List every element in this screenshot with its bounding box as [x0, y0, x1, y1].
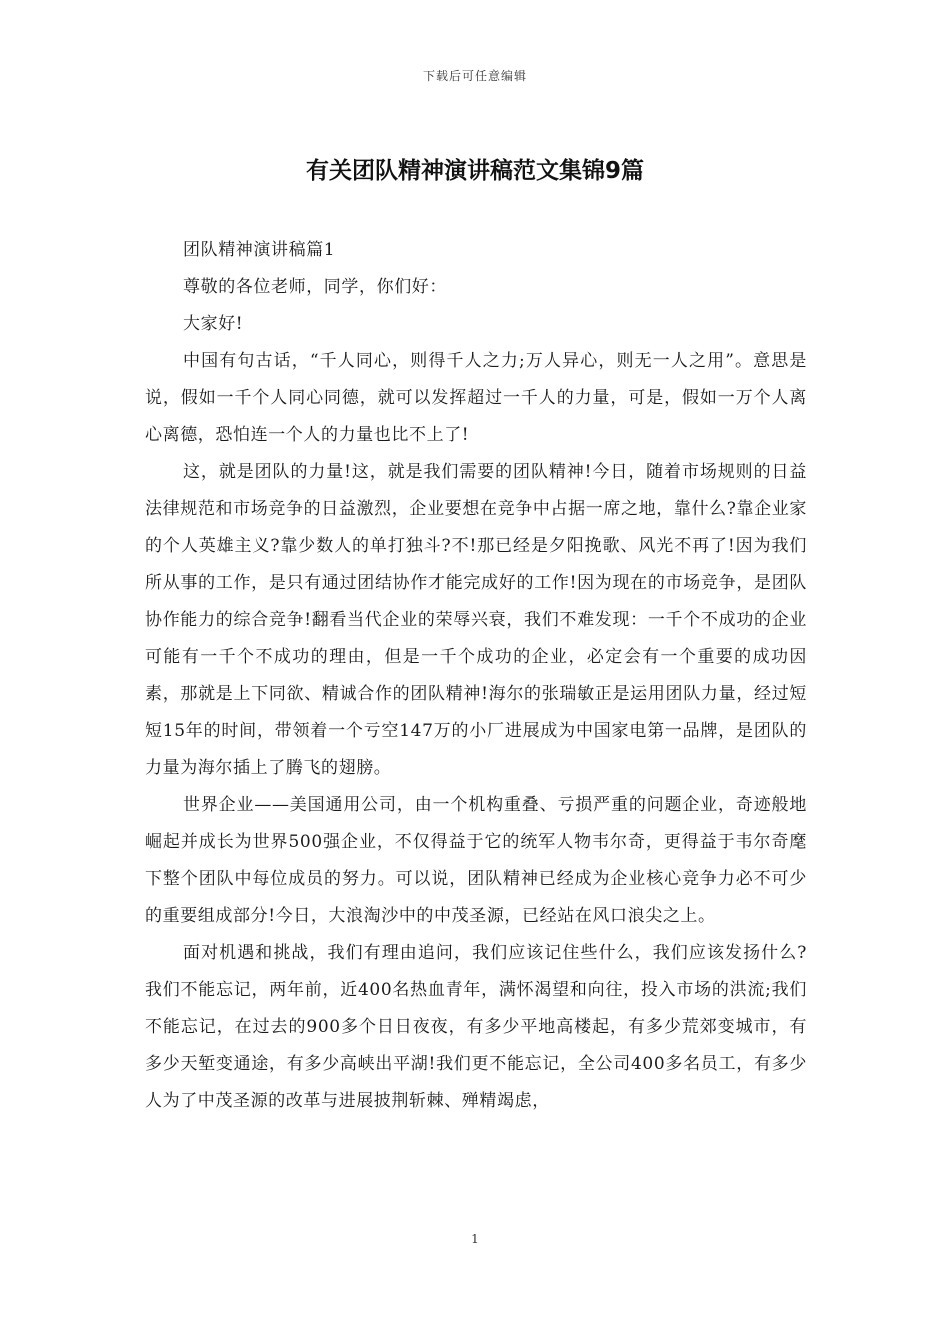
- document-title: 有关团队精神演讲稿范文集锦9篇: [305, 158, 644, 184]
- paragraph-greeting: 大家好!: [183, 314, 244, 334]
- paragraph-body: 面对机遇和挑战，我们有理由追问，我们应该记住些什么，我们应该发扬什么?我们不能忘记，两年前，近400名热血青年，满怀渴望和向往，投入市场的洪流;我们不能忘记，在过去的900多个日日夜夜，有多少平地高楼起，有多少荒郊变城市，有多少天堑变通途，有多少高峡出平湖!我们更不能忘记，全公司400多名员工，有多少人为了中茂圣源的改革与进展披荆斩棘、殚精竭虑，: [145, 943, 807, 1111]
- page-number: 1: [471, 1232, 479, 1246]
- paragraph-salutation: 尊敬的各位老师，同学，你们好：: [183, 277, 447, 297]
- document-body: [145, 232, 807, 1120]
- paragraph-body: 世界企业——美国通用公司，由一个机构重叠、亏损严重的问题企业，奇迹般地崛起并成长为世界500强企业，不仅得益于它的统军人物韦尔奇，更得益于韦尔奇麾下整个团队中每位成员的努力。可以说，团队精神已经成为企业核心竞争力必不可少的重要组成部分!今日，大浪淘沙中的中茂圣源，已经站在风口浪尖之上。: [145, 795, 807, 926]
- paragraph-body: 这，就是团队的力量!这，就是我们需要的团队精神!今日，随着市场规则的日益法律规范和市场竞争的日益激烈，企业要想在竞争中占据一席之地，靠什么?靠企业家的个人英雄主义?靠少数人的单打独斗?不!那已经是夕阳挽歌、风光不再了!因为我们所从事的工作，是只有通过团结协作才能完成好的工作!因为现在的市场竞争，是团队协作能力的综合竞争!翻看当代企业的荣辱兴衰，我们不难发现：一千个不成功的企业可能有一千个不成功的理由，但是一千个成功的企业，必定会有一个重要的成功因素，那就是上下同欲、精诚合作的团队精神!海尔的张瑞敏正是运用团队力量，经过短短15年的时间，带领着一个亏空147万的小厂进展成为中国家电第一品牌，是团队的力量为海尔插上了腾飞的翅膀。: [145, 462, 807, 778]
- header-note: 下载后可任意编辑: [422, 69, 527, 83]
- paragraph-section-heading: 团队精神演讲稿篇1: [183, 240, 336, 260]
- paragraph-body: 中国有句古话，“千人同心，则得千人之力;万人异心，则无一人之用”。意思是说，假如一千个人同心同德，就可以发挥超过一千人的力量，可是，假如一万个人离心离德，恐怕连一个人的力量也比不上了!: [145, 351, 807, 445]
